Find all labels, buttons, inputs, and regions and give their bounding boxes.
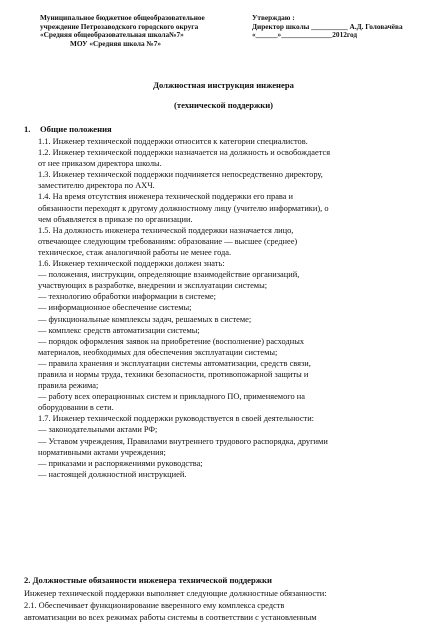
org-line-1: Муниципальное бюджетное общеобразовательное [40,13,205,22]
org-line-4: МОУ «Средняя школа №7» [70,39,162,49]
paragraph-line: отвечающее следующим требованиям: образование — высшее (среднее) [38,236,298,246]
paragraph-line: 1.1. Инженер технической поддержки относится к категории специалистов. [38,137,308,146]
paragraph-line: — комплекс средств автоматизации системы; [38,325,200,335]
section-1-heading [24,124,112,134]
organization-header [40,14,240,49]
document-subtitle: (технической поддержки) [173,100,274,110]
paragraph-line: от нее приказом директора школы. [38,159,162,169]
section-1-title: Общие положения [40,124,112,134]
paragraph-line: Инженер технической поддержки выполняет следующие должностные обязанности: [24,589,327,598]
paragraph-line: — положения, инструкции, определяющие взаимодействие организаций, [38,270,300,280]
approval-block [252,14,442,40]
paragraph-line: 1.5. На должность инженера технической поддержки назначается лицо, [38,225,294,235]
approval-line-2: Директор школы __________ А.Д. Головачёва [252,21,403,31]
paragraph-line: 1.7. Инженер технической поддержки руководствуется в своей деятельности: [38,414,315,424]
paragraph-line: — законодательными актами РФ; [38,425,158,435]
paragraph-line: 1.2. Инженер технической поддержки назначается на должность и освобождается [38,148,331,158]
paragraph-line: правила и нормы труда, техники безопасности, противопожарной защиты и [38,369,309,379]
paragraph-line: материалов, необходимых для обеспечения эксплуатации системы; [38,347,278,357]
paragraph-line: автоматизации во всех режимах работы системы в соответствии с установленным [24,613,317,622]
paragraph-line: — порядок оформления заявок на приобретение (восполнение) расходных [38,336,305,346]
paragraph-line: 1.4. На время отсутствия инженера технической поддержки его права и [38,192,294,202]
paragraph-line: — приказами и распоряжениями руководства; [38,458,203,468]
paragraph-line: участвующих в разработке, внедрении и эксплуатации системы; [38,281,268,291]
section-1-number: 1. [24,124,31,134]
paragraph-line: 2.1. Обеспечивает функционирование вверенного ему комплекса средств [24,601,285,610]
paragraph-line: правила режима; [38,381,99,391]
approval-line-3: «______»______________2012год [252,30,358,40]
paragraph-line: — настоящей должностной инструкцией. [38,469,187,479]
paragraph-line: — Уставом учреждения, Правилами внутреннего трудового распорядка, другими [38,436,328,446]
paragraph-line: — функциональные комплексы задач, решаемых в системе; [38,314,252,324]
approval-line-1: Утверждаю : [252,13,295,22]
org-line-2: учреждение Петрозаводского городского округа [40,21,199,31]
paragraph-line: — технологию обработки информации в системе; [38,292,216,302]
paragraph-line: — работу всех операционных систем и прикладного ПО, применяемого на [38,392,305,402]
document-title: Должностная инструкция инженера [153,80,294,90]
paragraph-line: — правила хранения и эксплуатации системы автоматизации, средств связи, [38,358,311,368]
paragraph-line: 1.6. Инженер технической поддержки должен знать: [38,259,225,269]
paragraph-line: техническое, стаж аналогичной работы не менее года. [38,247,232,257]
section-1-body [38,136,436,480]
paragraph-line: обязанности переходят к другому должностному лицу (учителю информатики), о [38,203,329,213]
org-line-3: «Средняя общеобразовательная школа№7» [40,30,184,40]
paragraph-line: нормативными актами учреждения; [38,447,166,457]
paragraph-line: чем объявляется в приказе по организации. [38,214,193,224]
paragraph-line: оборудовании в сети. [38,403,114,413]
paragraph-line: заместителю директора по АХЧ. [38,181,155,191]
section-2-heading: 2. Должностные обязанности инженера технической поддержки [24,575,272,585]
paragraph-line: — информационное обеспечение системы; [38,303,192,313]
paragraph-line: 1.3. Инженер технической поддержки подчиняется непосредственно директору, [38,170,323,180]
section-2-body [24,588,436,624]
